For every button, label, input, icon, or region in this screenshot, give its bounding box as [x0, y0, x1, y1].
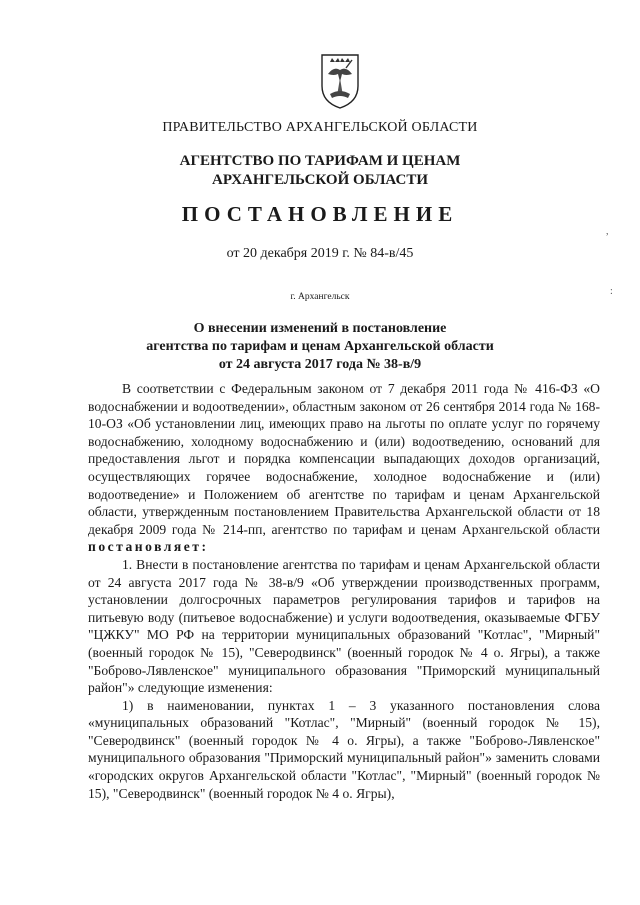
subject-line-1: О внесении изменений в постановление [193, 321, 447, 336]
agency-name-line-2: АРХАНГЕЛЬСКОЙ ОБЛАСТИ [212, 172, 428, 188]
agency-name-line-1: АГЕНТСТВО ПО ТАРИФАМ И ЦЕНАМ [179, 153, 461, 169]
item-1-subitem-1-paragraph: 1) в наименовании, пунктах 1 – 3 указанного постановления слова «муниципальных образований "Котлас", "Мирный" (военный городок № 15), "Северодвинск" (военный городок № 4 о. Ягры), а также "Боброво-Лявленское" муниципального образования "Приморский муниципальный район"» заменить словами «городских округов Архангельской области "Котлас", "Мирный" (военный городок № 15), "Северодвинск" (военный городок № 4 о. Ягры), [88, 697, 600, 801]
item-1-paragraph: 1. Внести в постановление агентства по тарифам и ценам Архангельской области от 24 августа 2017 года № 38-в/9 «Об утверждении производственных программ, установлении долгосрочных параметров регулирования тарифов и тарифов на питьевую воду (питьевое водоснабжение) и услуги водоотведения, оказываемые ФГБУ "ЦЖКУ" МО РФ на территории муниципальных образований "Котлас", "Мирный" (военный городок № 15), "Северодвинск" (военный городок № 4 о. Ягры), а также "Боброво-Лявленское" муниципального образования "Приморский муниципальный район"» следующие изменения: [88, 556, 600, 696]
city-name: г. Архангельск [290, 292, 350, 302]
margin-tick-mark: , [606, 226, 609, 237]
preamble-paragraph [88, 380, 600, 556]
subject-line-3: от 24 августа 2017 года № 38-в/9 [218, 357, 422, 372]
government-name: ПРАВИТЕЛЬСТВО АРХАНГЕЛЬСКОЙ ОБЛАСТИ [162, 120, 478, 135]
document-date-number: от 20 декабря 2019 г. № 84-в/45 [226, 246, 414, 261]
margin-tick-mark: : [610, 286, 613, 297]
agency-name [0, 152, 640, 190]
preamble-text: В соответствии с Федеральным законом от 7 декабря 2011 года № 416-ФЗ «О водоснабжении и водоотведении», областным законом от 26 сентября 2014 года № 168-10-ОЗ «Об установлении лиц, имеющих право на льготы по оплате услуг по горячему водоснабжению, холодному водоснабжению и (или) водоотведению, оснований для предоставления льгот и порядка компенсации выпадающих доходов организаций, осуществляющих горячее водоснабжение, холодное водоснабжение и (или) водоотведение» и Положением об агентстве по тарифам и ценам Архангельской области, утвержденным постановлением Правительства Архангельской области от 18 декабря 2009 года № 214-пп, агентство по тарифам и ценам Архангельской области [88, 381, 600, 537]
resolves-word: постановляет: [88, 539, 209, 555]
subject-line-2: агентства по тарифам и ценам Архангельской области [146, 339, 494, 354]
document-type: ПОСТАНОВЛЕНИЕ [181, 202, 459, 226]
document-subject [0, 320, 640, 374]
document-body [88, 380, 600, 802]
coat-of-arms-emblem-icon [318, 52, 362, 110]
